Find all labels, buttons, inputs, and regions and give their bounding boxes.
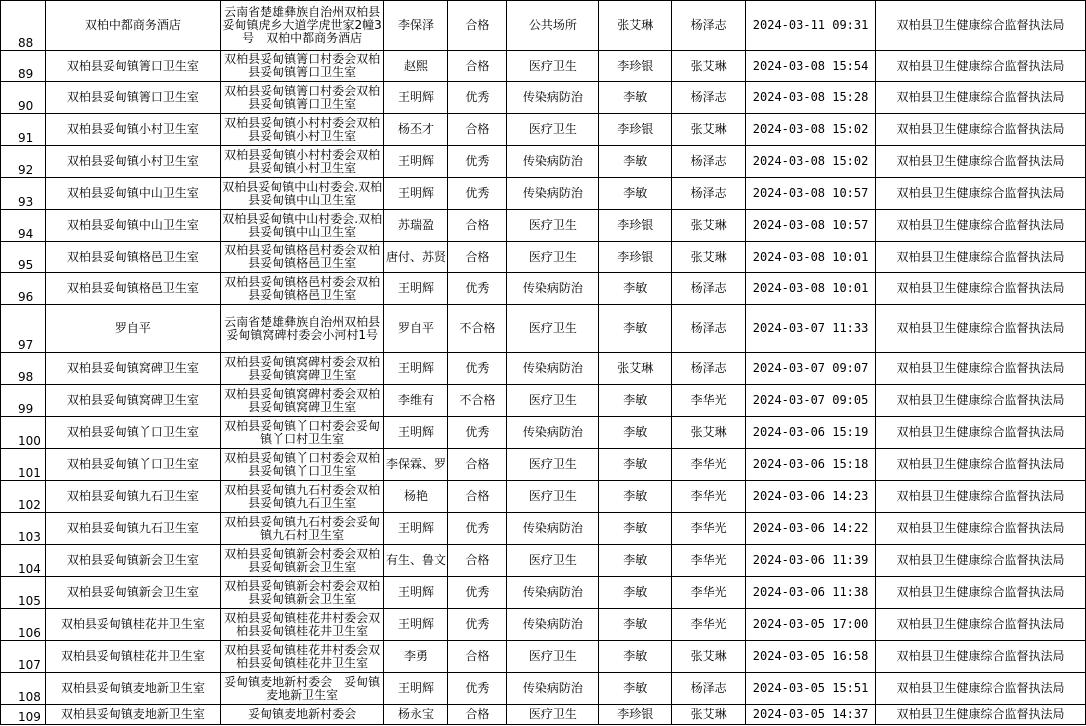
category-cell[interactable]: 医疗卫生	[507, 449, 599, 481]
inspector-2-cell[interactable]: 杨泽志	[672, 273, 746, 305]
facility-name-cell[interactable]: 双柏县妥甸镇窝碑卫生室	[45, 385, 220, 417]
inspector-1-cell[interactable]: 张艾琳	[599, 353, 672, 385]
inspection-time-cell[interactable]: 2024-03-05 16:58	[746, 641, 876, 673]
address-cell[interactable]: 双柏县妥甸镇新会村委会双柏县妥甸镇新会卫生室	[220, 577, 384, 609]
facility-name-cell[interactable]: 双柏县妥甸镇格邑卫生室	[45, 242, 220, 273]
inspector-1-cell[interactable]: 李珍银	[599, 51, 672, 82]
inspector-1-cell[interactable]: 李敏	[599, 146, 672, 178]
responsible-person-cell[interactable]: 王明辉	[384, 273, 448, 305]
row-number-cell[interactable]: 89	[1, 51, 46, 82]
category-cell[interactable]: 医疗卫生	[507, 242, 599, 273]
table-row	[1, 545, 1086, 577]
inspector-2-cell[interactable]: 杨泽志	[672, 178, 746, 210]
inspector-1-cell[interactable]: 李敏	[599, 273, 672, 305]
table-row	[1, 178, 1086, 210]
responsible-person-cell[interactable]: 杨丕才	[384, 114, 448, 146]
responsible-person-cell[interactable]: 王明辉	[384, 609, 448, 641]
address-cell[interactable]: 双柏县妥甸镇丫口村委会妥甸镇丫口村卫生室	[220, 417, 384, 449]
row-number-cell[interactable]: 90	[1, 82, 46, 114]
agency-cell[interactable]: 双柏县卫生健康综合监督执法局	[876, 210, 1086, 242]
inspector-2-cell[interactable]: 李华光	[672, 449, 746, 481]
inspector-2-cell[interactable]: 张艾琳	[672, 51, 746, 82]
address-cell[interactable]: 双柏县妥甸镇桂花井村委会双柏县妥甸镇桂花井卫生室	[220, 609, 384, 641]
agency-cell[interactable]: 双柏县卫生健康综合监督执法局	[876, 242, 1086, 273]
responsible-person-cell[interactable]: 有生、鲁文	[384, 545, 448, 577]
address-cell[interactable]: 双柏县妥甸镇新会村委会双柏县妥甸镇新会卫生室	[220, 545, 384, 577]
inspector-1-cell[interactable]: 李敏	[599, 481, 672, 513]
inspector-2-cell[interactable]: 李华光	[672, 385, 746, 417]
responsible-person-cell[interactable]: 王明辉	[384, 353, 448, 385]
inspection-time-cell[interactable]: 2024-03-08 10:57	[746, 210, 876, 242]
address-cell[interactable]: 妥甸镇麦地新村委会	[220, 705, 384, 725]
responsible-person-cell[interactable]: 王明辉	[384, 82, 448, 114]
row-number-cell[interactable]: 97	[1, 305, 46, 353]
row-number-cell[interactable]: 103	[1, 513, 46, 545]
row-number-cell[interactable]: 93	[1, 178, 46, 210]
inspection-time-cell[interactable]: 2024-03-07 09:07	[746, 353, 876, 385]
inspection-time-cell[interactable]: 2024-03-06 11:38	[746, 577, 876, 609]
result-cell[interactable]: 合格	[448, 210, 507, 242]
inspector-1-cell[interactable]: 李敏	[599, 417, 672, 449]
row-number-cell[interactable]: 109	[1, 705, 46, 725]
inspector-2-cell[interactable]: 李华光	[672, 577, 746, 609]
table-row	[1, 146, 1086, 178]
result-cell[interactable]: 优秀	[448, 178, 507, 210]
inspector-2-cell[interactable]: 李华光	[672, 481, 746, 513]
facility-name-cell[interactable]: 双柏县妥甸镇中山卫生室	[45, 178, 220, 210]
agency-cell[interactable]: 双柏县卫生健康综合监督执法局	[876, 417, 1086, 449]
row-number-cell[interactable]: 94	[1, 210, 46, 242]
inspector-1-cell[interactable]: 李敏	[599, 641, 672, 673]
responsible-person-cell[interactable]: 罗自平	[384, 305, 448, 353]
inspection-time-cell[interactable]: 2024-03-08 10:01	[746, 273, 876, 305]
result-cell[interactable]: 优秀	[448, 146, 507, 178]
agency-cell[interactable]: 双柏县卫生健康综合监督执法局	[876, 545, 1086, 577]
table-row	[1, 385, 1086, 417]
category-cell[interactable]: 传染病防治	[507, 609, 599, 641]
address-cell[interactable]: 妥甸镇麦地新村委会 妥甸镇麦地新卫生室	[220, 673, 384, 705]
category-cell[interactable]: 传染病防治	[507, 273, 599, 305]
inspector-2-cell[interactable]: 李华光	[672, 545, 746, 577]
result-cell[interactable]: 合格	[448, 545, 507, 577]
address-cell[interactable]: 双柏县妥甸镇中山村委会.双柏县妥甸镇中山卫生室	[220, 210, 384, 242]
table-row	[1, 82, 1086, 114]
address-cell[interactable]: 双柏县妥甸镇小村村委会双柏县妥甸镇小村卫生室	[220, 114, 384, 146]
result-cell[interactable]: 优秀	[448, 673, 507, 705]
inspector-2-cell[interactable]: 杨泽志	[672, 673, 746, 705]
facility-name-cell[interactable]: 双柏县妥甸镇格邑卫生室	[45, 273, 220, 305]
address-cell[interactable]: 双柏县妥甸镇格邑村委会双柏县妥甸镇格邑卫生室	[220, 242, 384, 273]
address-cell[interactable]: 云南省楚雄彝族自治州双柏县妥甸镇虎乡大道学虎世家2幢3号 双柏中都商务酒店	[220, 1, 384, 51]
category-cell[interactable]: 传染病防治	[507, 417, 599, 449]
category-cell[interactable]: 医疗卫生	[507, 481, 599, 513]
inspection-time-cell[interactable]: 2024-03-08 15:02	[746, 146, 876, 178]
table-row	[1, 1, 1086, 51]
category-cell[interactable]: 医疗卫生	[507, 385, 599, 417]
result-cell[interactable]: 不合格	[448, 385, 507, 417]
inspection-time-cell[interactable]: 2024-03-05 14:37	[746, 705, 876, 725]
inspector-2-cell[interactable]: 杨泽志	[672, 146, 746, 178]
row-number-cell[interactable]: 101	[1, 449, 46, 481]
facility-name-cell[interactable]: 双柏县妥甸镇九石卫生室	[45, 513, 220, 545]
category-cell[interactable]: 医疗卫生	[507, 705, 599, 725]
address-cell[interactable]: 双柏县妥甸镇桂花井村委会双柏县妥甸镇桂花井卫生室	[220, 641, 384, 673]
category-cell[interactable]: 传染病防治	[507, 146, 599, 178]
agency-cell[interactable]: 双柏县卫生健康综合监督执法局	[876, 449, 1086, 481]
facility-name-cell[interactable]: 双柏县妥甸镇窝碑卫生室	[45, 353, 220, 385]
category-cell[interactable]: 医疗卫生	[507, 51, 599, 82]
result-cell[interactable]: 合格	[448, 481, 507, 513]
category-cell[interactable]: 传染病防治	[507, 513, 599, 545]
table-body	[1, 1, 1086, 725]
inspector-2-cell[interactable]: 张艾琳	[672, 114, 746, 146]
category-cell[interactable]: 传染病防治	[507, 577, 599, 609]
agency-cell[interactable]: 双柏县卫生健康综合监督执法局	[876, 641, 1086, 673]
inspector-2-cell[interactable]: 李华光	[672, 513, 746, 545]
inspection-time-cell[interactable]: 2024-03-06 14:22	[746, 513, 876, 545]
agency-cell[interactable]: 双柏县卫生健康综合监督执法局	[876, 178, 1086, 210]
inspector-2-cell[interactable]: 张艾琳	[672, 417, 746, 449]
table-row	[1, 273, 1086, 305]
agency-cell[interactable]: 双柏县卫生健康综合监督执法局	[876, 82, 1086, 114]
responsible-person-cell[interactable]: 李保泽	[384, 1, 448, 51]
category-cell[interactable]: 医疗卫生	[507, 641, 599, 673]
inspector-1-cell[interactable]: 李珍银	[599, 114, 672, 146]
result-cell[interactable]: 优秀	[448, 417, 507, 449]
address-cell[interactable]: 双柏县妥甸镇窝碑村委会双柏县妥甸镇窝碑卫生室	[220, 385, 384, 417]
table-row	[1, 481, 1086, 513]
row-number-cell[interactable]: 107	[1, 641, 46, 673]
address-cell[interactable]: 双柏县妥甸镇格邑村委会双柏县妥甸镇格邑卫生室	[220, 273, 384, 305]
row-number-cell[interactable]: 95	[1, 242, 46, 273]
responsible-person-cell[interactable]: 王明辉	[384, 513, 448, 545]
category-cell[interactable]: 公共场所	[507, 1, 599, 51]
facility-name-cell[interactable]: 双柏县妥甸镇九石卫生室	[45, 481, 220, 513]
category-cell[interactable]: 医疗卫生	[507, 114, 599, 146]
facility-name-cell[interactable]: 双柏县妥甸镇麦地新卫生室	[45, 705, 220, 725]
inspector-1-cell[interactable]: 李敏	[599, 577, 672, 609]
agency-cell[interactable]: 双柏县卫生健康综合监督执法局	[876, 305, 1086, 353]
inspector-1-cell[interactable]: 李敏	[599, 385, 672, 417]
inspection-time-cell[interactable]: 2024-03-06 15:19	[746, 417, 876, 449]
responsible-person-cell[interactable]: 王明辉	[384, 146, 448, 178]
facility-name-cell[interactable]: 双柏县妥甸镇桂花井卫生室	[45, 609, 220, 641]
inspection-time-cell[interactable]: 2024-03-08 15:02	[746, 114, 876, 146]
inspector-2-cell[interactable]: 张艾琳	[672, 242, 746, 273]
inspector-1-cell[interactable]: 李珍银	[599, 210, 672, 242]
row-number-cell[interactable]: 91	[1, 114, 46, 146]
result-cell[interactable]: 不合格	[448, 305, 507, 353]
facility-name-cell[interactable]: 双柏县妥甸镇丫口卫生室	[45, 417, 220, 449]
category-cell[interactable]: 医疗卫生	[507, 305, 599, 353]
agency-cell[interactable]: 双柏县卫生健康综合监督执法局	[876, 673, 1086, 705]
inspector-2-cell[interactable]: 张艾琳	[672, 641, 746, 673]
category-cell[interactable]: 传染病防治	[507, 82, 599, 114]
facility-name-cell[interactable]: 双柏县妥甸镇小村卫生室	[45, 146, 220, 178]
inspector-2-cell[interactable]: 张艾琳	[672, 210, 746, 242]
responsible-person-cell[interactable]: 王明辉	[384, 577, 448, 609]
facility-name-cell[interactable]: 双柏县妥甸镇小村卫生室	[45, 114, 220, 146]
inspector-1-cell[interactable]: 李珍银	[599, 242, 672, 273]
address-cell[interactable]: 双柏县妥甸镇九石村委会妥甸镇九石村卫生室	[220, 513, 384, 545]
row-number-cell[interactable]: 88	[1, 1, 46, 51]
result-cell[interactable]: 合格	[448, 705, 507, 725]
address-cell[interactable]: 双柏县妥甸镇箐口村委会双柏县妥甸镇箐口卫生室	[220, 51, 384, 82]
inspection-time-cell[interactable]: 2024-03-06 15:18	[746, 449, 876, 481]
result-cell[interactable]: 优秀	[448, 513, 507, 545]
table-row	[1, 417, 1086, 449]
agency-cell[interactable]: 双柏县卫生健康综合监督执法局	[876, 513, 1086, 545]
inspection-time-cell[interactable]: 2024-03-08 15:54	[746, 51, 876, 82]
result-cell[interactable]: 合格	[448, 51, 507, 82]
inspector-1-cell[interactable]: 李珍银	[599, 705, 672, 725]
result-cell[interactable]: 合格	[448, 242, 507, 273]
facility-name-cell[interactable]: 双柏县妥甸镇箐口卫生室	[45, 82, 220, 114]
table-row	[1, 673, 1086, 705]
inspector-1-cell[interactable]: 李敏	[599, 305, 672, 353]
inspector-2-cell[interactable]: 杨泽志	[672, 1, 746, 51]
row-number-cell[interactable]: 99	[1, 385, 46, 417]
agency-cell[interactable]: 双柏县卫生健康综合监督执法局	[876, 1, 1086, 51]
inspection-time-cell[interactable]: 2024-03-08 10:57	[746, 178, 876, 210]
row-number-cell[interactable]: 96	[1, 273, 46, 305]
table-row	[1, 449, 1086, 481]
agency-cell[interactable]: 双柏县卫生健康综合监督执法局	[876, 146, 1086, 178]
category-cell[interactable]: 医疗卫生	[507, 210, 599, 242]
address-cell[interactable]: 云南省楚雄彝族自治州双柏县妥甸镇窝碑村委会小河村1号	[220, 305, 384, 353]
result-cell[interactable]: 合格	[448, 449, 507, 481]
responsible-person-cell[interactable]: 李保霖、罗	[384, 449, 448, 481]
inspector-1-cell[interactable]: 李敏	[599, 673, 672, 705]
responsible-person-cell[interactable]: 杨永宝	[384, 705, 448, 725]
category-cell[interactable]: 医疗卫生	[507, 545, 599, 577]
responsible-person-cell[interactable]: 唐付、苏贤	[384, 242, 448, 273]
inspection-time-cell[interactable]: 2024-03-07 09:05	[746, 385, 876, 417]
table-row	[1, 609, 1086, 641]
agency-cell[interactable]: 双柏县卫生健康综合监督执法局	[876, 51, 1086, 82]
address-cell[interactable]: 双柏县妥甸镇窝碑村委会双柏县妥甸镇窝碑卫生室	[220, 353, 384, 385]
category-cell[interactable]: 传染病防治	[507, 353, 599, 385]
responsible-person-cell[interactable]: 王明辉	[384, 417, 448, 449]
responsible-person-cell[interactable]: 苏瑞盈	[384, 210, 448, 242]
address-cell[interactable]: 双柏县妥甸镇箐口村委会双柏县妥甸镇箐口卫生室	[220, 82, 384, 114]
inspection-time-cell[interactable]: 2024-03-05 17:00	[746, 609, 876, 641]
facility-name-cell[interactable]: 双柏中都商务酒店	[45, 1, 220, 51]
inspector-1-cell[interactable]: 李敏	[599, 513, 672, 545]
inspection-time-cell[interactable]: 2024-03-07 11:33	[746, 305, 876, 353]
category-cell[interactable]: 传染病防治	[507, 673, 599, 705]
responsible-person-cell[interactable]: 李勇	[384, 641, 448, 673]
result-cell[interactable]: 合格	[448, 114, 507, 146]
facility-name-cell[interactable]: 双柏县妥甸镇新会卫生室	[45, 545, 220, 577]
address-cell[interactable]: 双柏县妥甸镇九石村委会双柏县妥甸镇九石卫生室	[220, 481, 384, 513]
table-row	[1, 353, 1086, 385]
table-row	[1, 513, 1086, 545]
inspection-time-cell[interactable]: 2024-03-11 09:31	[746, 1, 876, 51]
inspector-2-cell[interactable]: 杨泽志	[672, 82, 746, 114]
inspection-time-cell[interactable]: 2024-03-06 14:23	[746, 481, 876, 513]
result-cell[interactable]: 优秀	[448, 353, 507, 385]
table-row	[1, 51, 1086, 82]
agency-cell[interactable]: 双柏县卫生健康综合监督执法局	[876, 273, 1086, 305]
agency-cell[interactable]: 双柏县卫生健康综合监督执法局	[876, 353, 1086, 385]
row-number-cell[interactable]: 108	[1, 673, 46, 705]
row-number-cell[interactable]: 106	[1, 609, 46, 641]
result-cell[interactable]: 合格	[448, 1, 507, 51]
result-cell[interactable]: 优秀	[448, 273, 507, 305]
inspection-time-cell[interactable]: 2024-03-08 15:28	[746, 82, 876, 114]
row-number-cell[interactable]: 105	[1, 577, 46, 609]
responsible-person-cell[interactable]: 王明辉	[384, 178, 448, 210]
row-number-cell[interactable]: 102	[1, 481, 46, 513]
facility-name-cell[interactable]: 罗自平	[45, 305, 220, 353]
agency-cell[interactable]: 双柏县卫生健康综合监督执法局	[876, 114, 1086, 146]
address-cell[interactable]: 双柏县妥甸镇中山村委会.双柏县妥甸镇中山卫生室	[220, 178, 384, 210]
inspector-1-cell[interactable]: 张艾琳	[599, 1, 672, 51]
table-row	[1, 577, 1086, 609]
inspector-2-cell[interactable]: 张艾琳	[672, 705, 746, 725]
inspector-2-cell[interactable]: 杨泽志	[672, 353, 746, 385]
agency-cell[interactable]: 双柏县卫生健康综合监督执法局	[876, 705, 1086, 725]
inspection-time-cell[interactable]: 2024-03-06 11:39	[746, 545, 876, 577]
agency-cell[interactable]: 双柏县卫生健康综合监督执法局	[876, 481, 1086, 513]
inspector-1-cell[interactable]: 李敏	[599, 178, 672, 210]
agency-cell[interactable]: 双柏县卫生健康综合监督执法局	[876, 385, 1086, 417]
facility-name-cell[interactable]: 双柏县妥甸镇丫口卫生室	[45, 449, 220, 481]
row-number-cell[interactable]: 98	[1, 353, 46, 385]
result-cell[interactable]: 合格	[448, 641, 507, 673]
result-cell[interactable]: 优秀	[448, 609, 507, 641]
address-cell[interactable]: 双柏县妥甸镇丫口村委会双柏县妥甸镇丫口卫生室	[220, 449, 384, 481]
table-row	[1, 305, 1086, 353]
table-row	[1, 242, 1086, 273]
responsible-person-cell[interactable]: 赵熙	[384, 51, 448, 82]
inspector-1-cell[interactable]: 李敏	[599, 449, 672, 481]
inspector-2-cell[interactable]: 李华光	[672, 609, 746, 641]
table-row	[1, 705, 1086, 725]
table-row	[1, 210, 1086, 242]
address-cell[interactable]: 双柏县妥甸镇小村村委会双柏县妥甸镇小村卫生室	[220, 146, 384, 178]
inspection-time-cell[interactable]: 2024-03-08 10:01	[746, 242, 876, 273]
facility-name-cell[interactable]: 双柏县妥甸镇麦地新卫生室	[45, 673, 220, 705]
agency-cell[interactable]: 双柏县卫生健康综合监督执法局	[876, 577, 1086, 609]
facility-name-cell[interactable]: 双柏县妥甸镇新会卫生室	[45, 577, 220, 609]
category-cell[interactable]: 传染病防治	[507, 178, 599, 210]
facility-name-cell[interactable]: 双柏县妥甸镇中山卫生室	[45, 210, 220, 242]
inspection-time-cell[interactable]: 2024-03-05 15:51	[746, 673, 876, 705]
agency-cell[interactable]: 双柏县卫生健康综合监督执法局	[876, 609, 1086, 641]
inspector-1-cell[interactable]: 李敏	[599, 82, 672, 114]
responsible-person-cell[interactable]: 杨艳	[384, 481, 448, 513]
table-row	[1, 114, 1086, 146]
responsible-person-cell[interactable]: 王明辉	[384, 673, 448, 705]
facility-name-cell[interactable]: 双柏县妥甸镇箐口卫生室	[45, 51, 220, 82]
inspector-2-cell[interactable]: 杨泽志	[672, 305, 746, 353]
row-number-cell[interactable]: 104	[1, 545, 46, 577]
row-number-cell[interactable]: 92	[1, 146, 46, 178]
inspector-1-cell[interactable]: 李敏	[599, 545, 672, 577]
result-cell[interactable]: 优秀	[448, 82, 507, 114]
table-row	[1, 641, 1086, 673]
facility-name-cell[interactable]: 双柏县妥甸镇桂花井卫生室	[45, 641, 220, 673]
result-cell[interactable]: 优秀	[448, 577, 507, 609]
responsible-person-cell[interactable]: 李维有	[384, 385, 448, 417]
row-number-cell[interactable]: 100	[1, 417, 46, 449]
inspector-1-cell[interactable]: 李敏	[599, 609, 672, 641]
